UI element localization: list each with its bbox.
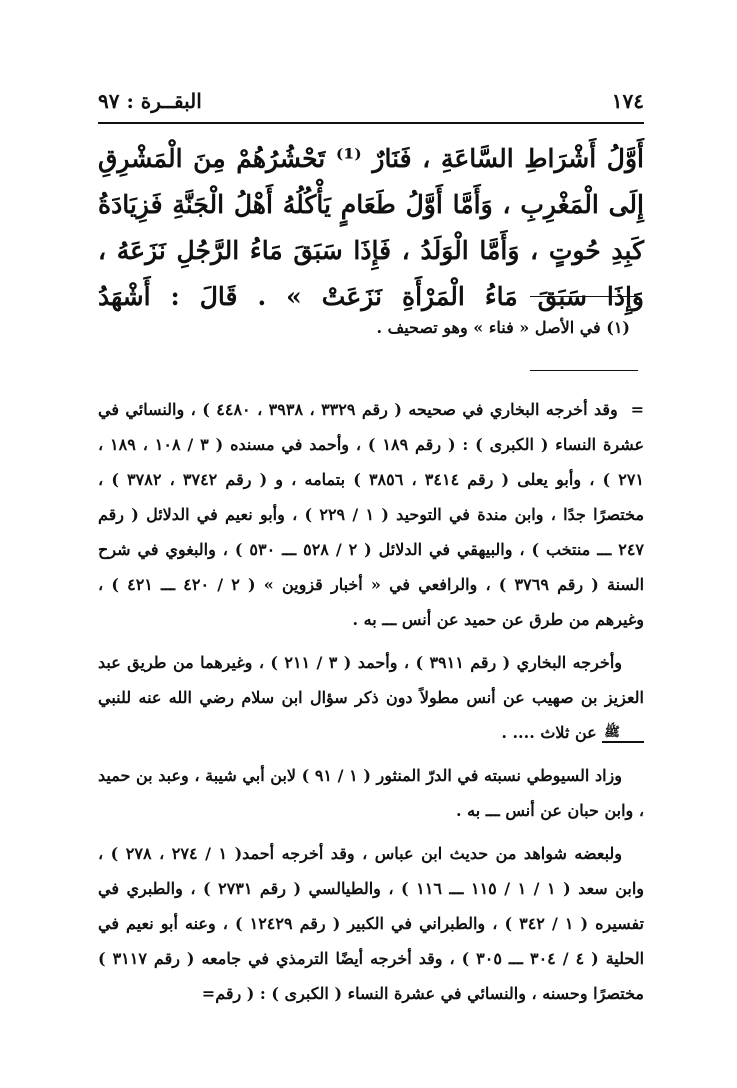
salutation-glyph: ﷺ — [602, 725, 644, 743]
page-number: ١٧٤ — [611, 89, 644, 113]
surah-reference: البقــرة : ٩٧ — [98, 89, 202, 113]
running-header — [98, 84, 644, 118]
commentary-paragraph-4: ولبعضه شواهد من حديث ابن عباس ، وقد أخرجه أحمد( ١ / ٢٧٤ ، ٢٧٨ ) ، وابن سعد ( ١ / ١ / ١١٥ ـــ ١١٦ ) ، والطيالسي ( رقم ٢٧٣١ ) ، والطبري في تفسيره ( ١ / ٣٤٢ ) ، والطبراني في الكبير ( رقم ١٢٤٢٩ ) ، وعنه أبو نعيم في الحلية ( ٤ / ٣٠٤ ـــ ٣٠٥ ) ، وقد أخرجه أيضًا الترمذي في جامعه ( رقم ٣١١٧ ) مختصرًا وحسنه ، والنسائي في عشرة النساء ( الكبرى ) : ( رقم= — [98, 844, 645, 1003]
commentary-paragraph-3: وزاد السيوطي نسبته في الدرّ المنثور ( ١ / ٩١ ) لابن أبي شيبة ، وعبد بن حميد ، وابن حبان عن أنس ـــ به . — [98, 766, 644, 820]
commentary-paragraph-1: = وقد أخرجه البخاري في صحيحه ( رقم ٣٣٢٩ ، ٣٩٣٨ ، ٤٤٨٠ ) ، والنسائي في عشرة النساء ( الكبرى ) : ( رقم ١٨٩ ) ، وأحمد في مسنده ( ٣ / ١٠٨ ، ١٨٩ ، ٢٧١ ) ، وأبو يعلى ( رقم ٣٤١٤ ، ٣٨٥٦ ) بتمامه ، و ( رقم ٣٧٤٢ ، ٣٧٨٢ ) ، مختصرًا جدًا ، وابن مندة في التوحيد ( ١ / ٢٢٩ ) ، وأبو نعيم في الدلائل ( رقم ٢٤٧ ـــ منتخب ) ، والبيهقي في الدلائل ( ٢ / ٥٢٨ ـــ ٥٣٠ ) ، والبغوي في شرح السنة ( رقم ٣٧٦٩ ) ، والرافعي في « أخبار قزوين » ( ٢ / ٤٢٠ ـــ ٤٢١ ) ، وغيرهم من طرق عن حميد عن أنس ـــ به . — [98, 400, 645, 629]
commentary — [98, 392, 644, 1019]
header-divider — [98, 122, 644, 124]
footnote: (١) في الأصل « فناء » وهو تصحيف . — [376, 318, 630, 337]
end-mark: = — [201, 984, 216, 1003]
commentary-divider — [530, 370, 638, 371]
footnote-divider — [530, 296, 638, 297]
commentary-paragraph-2: وأخرجه البخاري ( رقم ٣٩١١ ) ، وأحمد ( ٣ / ٢١١ ) ، وغيرهما من طريق عبد العزيز بن صهيب عن أنس مطولاً دون ذكر سؤال ابن سلام رضي الله عنه للنبي ﷺ عن ثلاث .... . — [98, 653, 644, 742]
continuation-mark: = — [630, 400, 644, 419]
verse-text: أَوَّلُ أَشْرَاطِ السَّاعَةِ ، فَنَارٌ ⁽¹⁾ تَحْشُرُهُمْ مِنَ الْمَشْرِقِ إِلَى الْمَغْرِبِ ، وَأَمَّا أَوَّلُ طَعَامٍ يَأْكُلُهُ أَهْلُ الْجَنَّةِ فَزِيَادَةُ كَبِدِ حُوتٍ ، وَأَمَّا الْوَلَدُ ، فَإِذَا سَبَقَ مَاءُ الرَّجُلِ نَزَعَهُ ، وَإِذَا سَبَقَ مَاءُ الْمَرْأَةِ نَزَعَتْ » . قَالَ : أَشْهَدُ — [98, 144, 644, 311]
